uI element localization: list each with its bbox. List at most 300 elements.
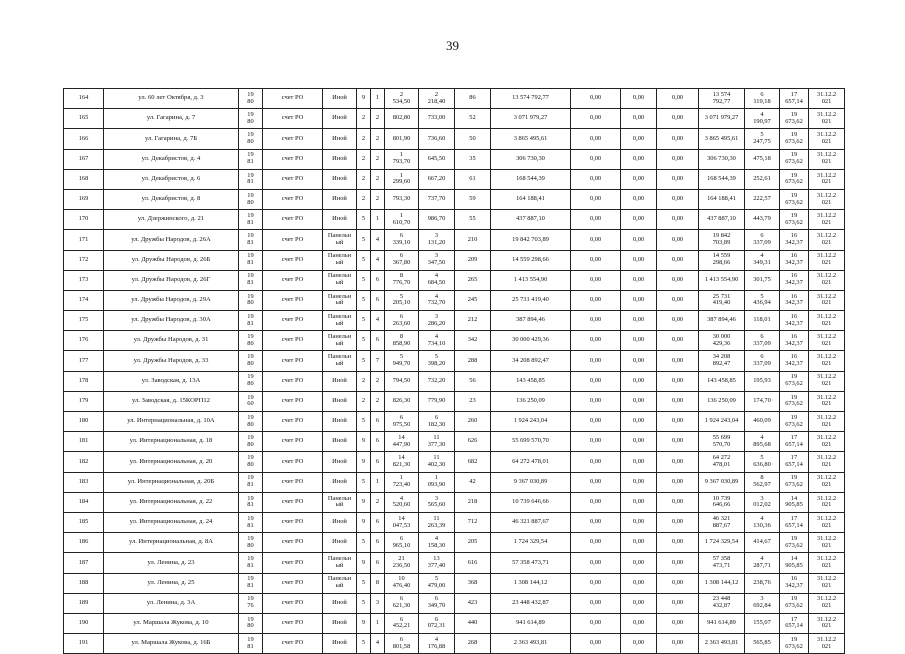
cell-year-built: 19 81 xyxy=(239,270,263,290)
cell-row-number: 180 xyxy=(64,412,104,432)
table-body xyxy=(64,89,845,654)
cell-floors: 5 xyxy=(357,311,371,331)
cell-wall-material: Иной xyxy=(323,129,357,149)
cell-living-area: 6 072,31 xyxy=(419,613,455,633)
cell-year-built: 19 80 xyxy=(239,432,263,452)
cell-limit-cost-per-sqm: 19 673,62 xyxy=(780,472,809,492)
cell-cost-regional: 0,00 xyxy=(621,613,657,633)
cell-fund-method: счет РО xyxy=(263,89,323,109)
cell-cost-federal: 0,00 xyxy=(571,109,621,129)
cell-cost-owners: 136 250,09 xyxy=(699,391,745,411)
cell-address: ул. Маршала Жукова, д. 10 xyxy=(104,613,239,633)
cell-limit-cost-per-sqm: 19 673,62 xyxy=(780,391,809,411)
cell-fund-method: счет РО xyxy=(263,149,323,169)
cell-living-area: 11 402,30 xyxy=(419,452,455,472)
cell-living-area: 11 263,39 xyxy=(419,512,455,532)
cell-total-cost: 164 188,41 xyxy=(491,189,571,209)
cell-total-cost: 19 842 703,89 xyxy=(491,230,571,250)
cell-cost-regional: 0,00 xyxy=(621,290,657,310)
cell-address: ул. Дружбы Народов, д. 29А xyxy=(104,290,239,310)
cell-total-cost: 437 887,10 xyxy=(491,210,571,230)
cell-cost-local: 0,00 xyxy=(657,553,699,573)
cell-row-number: 170 xyxy=(64,210,104,230)
housing-table-wrapper xyxy=(63,88,844,654)
cell-row-number: 165 xyxy=(64,109,104,129)
cell-year-built: 19 81 xyxy=(239,169,263,189)
cell-wall-material: Панельн ый xyxy=(323,270,357,290)
table-row xyxy=(64,533,845,553)
cell-living-area: 11 377,30 xyxy=(419,432,455,452)
cell-entrances: 6 xyxy=(371,270,385,290)
cell-deadline: 31.12.2 021 xyxy=(809,331,845,351)
cell-fund-method: счет РО xyxy=(263,311,323,331)
cell-cost-local: 0,00 xyxy=(657,311,699,331)
cell-cost-local: 0,00 xyxy=(657,331,699,351)
cell-year-built: 19 80 xyxy=(239,189,263,209)
cell-floors: 9 xyxy=(357,492,371,512)
cell-row-number: 174 xyxy=(64,290,104,310)
cell-deadline: 31.12.2 021 xyxy=(809,210,845,230)
cell-cost-regional: 0,00 xyxy=(621,210,657,230)
cell-living-area: 737,70 xyxy=(419,189,455,209)
cell-cost-local: 0,00 xyxy=(657,109,699,129)
cell-wall-material: Панельн ый xyxy=(323,553,357,573)
cell-total-cost: 143 458,85 xyxy=(491,371,571,391)
cell-address: ул. Декабристов, д. 6 xyxy=(104,169,239,189)
cell-deadline: 31.12.2 021 xyxy=(809,391,845,411)
cell-cost-regional: 0,00 xyxy=(621,593,657,613)
cell-year-built: 19 81 xyxy=(239,250,263,270)
cell-entrances: 4 xyxy=(371,634,385,654)
cell-cost-owners: 13 574 792,77 xyxy=(699,89,745,109)
cell-cost-owners: 164 188,41 xyxy=(699,189,745,209)
cell-fund-method: счет РО xyxy=(263,593,323,613)
cell-living-area: 3 565,60 xyxy=(419,492,455,512)
cell-cost-owners: 168 544,39 xyxy=(699,169,745,189)
cell-living-area: 13 377,40 xyxy=(419,553,455,573)
cell-fund-method: счет РО xyxy=(263,432,323,452)
cell-cost-regional: 0,00 xyxy=(621,472,657,492)
cell-fund-method: счет РО xyxy=(263,492,323,512)
cell-cost-owners: 387 894,46 xyxy=(699,311,745,331)
cell-fund-method: счет РО xyxy=(263,290,323,310)
cell-wall-material: Панельн ый xyxy=(323,230,357,250)
cell-year-built: 19 80 xyxy=(239,331,263,351)
cell-floors: 2 xyxy=(357,391,371,411)
cell-cost-per-sqm: 5 636,80 xyxy=(745,452,780,472)
cell-year-built: 19 80 xyxy=(239,371,263,391)
cell-cost-per-sqm: 252,61 xyxy=(745,169,780,189)
cell-total-cost: 1 924 243,04 xyxy=(491,412,571,432)
cell-total-area: 802,80 xyxy=(385,109,419,129)
cell-fund-method: счет РО xyxy=(263,189,323,209)
table-row xyxy=(64,391,845,411)
cell-wall-material: Иной xyxy=(323,533,357,553)
cell-cost-federal: 0,00 xyxy=(571,149,621,169)
cell-living-area: 2 218,40 xyxy=(419,89,455,109)
cell-wall-material: Панельн ый xyxy=(323,331,357,351)
cell-total-area: 14 047,53 xyxy=(385,512,419,532)
cell-residents: 35 xyxy=(455,149,491,169)
cell-row-number: 187 xyxy=(64,553,104,573)
cell-living-area: 4 176,88 xyxy=(419,634,455,654)
table-row xyxy=(64,553,845,573)
cell-fund-method: счет РО xyxy=(263,371,323,391)
cell-year-built: 19 81 xyxy=(239,230,263,250)
cell-cost-per-sqm: 6 337,09 xyxy=(745,331,780,351)
cell-cost-owners: 34 208 892,47 xyxy=(699,351,745,371)
cell-wall-material: Панельн ый xyxy=(323,290,357,310)
cell-deadline: 31.12.2 021 xyxy=(809,230,845,250)
cell-cost-local: 0,00 xyxy=(657,472,699,492)
cell-year-built: 19 80 xyxy=(239,290,263,310)
cell-residents: 682 xyxy=(455,452,491,472)
cell-entrances: 1 xyxy=(371,210,385,230)
cell-address: ул. Заводская, д. 13А xyxy=(104,371,239,391)
cell-cost-owners: 57 358 473,71 xyxy=(699,553,745,573)
cell-fund-method: счет РО xyxy=(263,109,323,129)
cell-cost-local: 0,00 xyxy=(657,412,699,432)
cell-year-built: 19 81 xyxy=(239,553,263,573)
table-row xyxy=(64,109,845,129)
cell-total-cost: 10 739 646,66 xyxy=(491,492,571,512)
cell-total-area: 793,30 xyxy=(385,189,419,209)
cell-cost-local: 0,00 xyxy=(657,452,699,472)
table-row xyxy=(64,452,845,472)
cell-cost-federal: 0,00 xyxy=(571,472,621,492)
cell-deadline: 31.12.2 021 xyxy=(809,553,845,573)
cell-floors: 2 xyxy=(357,109,371,129)
cell-year-built: 19 80 xyxy=(239,351,263,371)
cell-cost-federal: 0,00 xyxy=(571,290,621,310)
cell-cost-local: 0,00 xyxy=(657,189,699,209)
cell-floors: 5 xyxy=(357,230,371,250)
cell-living-area: 3 131,20 xyxy=(419,230,455,250)
cell-residents: 440 xyxy=(455,613,491,633)
cell-cost-federal: 0,00 xyxy=(571,351,621,371)
cell-cost-federal: 0,00 xyxy=(571,230,621,250)
cell-limit-cost-per-sqm: 16 342,37 xyxy=(780,250,809,270)
cell-cost-per-sqm: 3 692,84 xyxy=(745,593,780,613)
cell-deadline: 31.12.2 021 xyxy=(809,472,845,492)
cell-residents: 423 xyxy=(455,593,491,613)
cell-cost-local: 0,00 xyxy=(657,593,699,613)
cell-fund-method: счет РО xyxy=(263,391,323,411)
cell-cost-per-sqm: 6 337,09 xyxy=(745,230,780,250)
cell-cost-local: 0,00 xyxy=(657,533,699,553)
cell-cost-owners: 30 000 429,36 xyxy=(699,331,745,351)
cell-cost-federal: 0,00 xyxy=(571,613,621,633)
cell-limit-cost-per-sqm: 19 673,62 xyxy=(780,412,809,432)
cell-total-area: 2 534,50 xyxy=(385,89,419,109)
table-row xyxy=(64,573,845,593)
cell-floors: 5 xyxy=(357,472,371,492)
cell-residents: 42 xyxy=(455,472,491,492)
cell-floors: 9 xyxy=(357,89,371,109)
cell-residents: 342 xyxy=(455,331,491,351)
cell-year-built: 19 80 xyxy=(239,109,263,129)
cell-wall-material: Иной xyxy=(323,149,357,169)
cell-wall-material: Иной xyxy=(323,210,357,230)
cell-cost-owners: 2 363 493,81 xyxy=(699,634,745,654)
cell-cost-regional: 0,00 xyxy=(621,553,657,573)
cell-fund-method: счет РО xyxy=(263,553,323,573)
cell-cost-local: 0,00 xyxy=(657,371,699,391)
cell-entrances: 6 xyxy=(371,412,385,432)
cell-cost-federal: 0,00 xyxy=(571,634,621,654)
cell-cost-local: 0,00 xyxy=(657,250,699,270)
cell-total-area: 21 236,50 xyxy=(385,553,419,573)
cell-total-cost: 3 865 495,61 xyxy=(491,129,571,149)
cell-row-number: 184 xyxy=(64,492,104,512)
cell-year-built: 19 81 xyxy=(239,492,263,512)
cell-residents: 59 xyxy=(455,189,491,209)
cell-total-area: 5 205,10 xyxy=(385,290,419,310)
cell-wall-material: Панельн ый xyxy=(323,573,357,593)
cell-cost-per-sqm: 5 247,75 xyxy=(745,129,780,149)
cell-deadline: 31.12.2 021 xyxy=(809,169,845,189)
cell-cost-federal: 0,00 xyxy=(571,452,621,472)
table-row xyxy=(64,250,845,270)
cell-floors: 2 xyxy=(357,189,371,209)
cell-residents: 626 xyxy=(455,432,491,452)
cell-limit-cost-per-sqm: 16 342,37 xyxy=(780,331,809,351)
cell-row-number: 169 xyxy=(64,189,104,209)
table-row xyxy=(64,412,845,432)
cell-year-built: 19 81 xyxy=(239,149,263,169)
cell-total-area: 1 299,60 xyxy=(385,169,419,189)
cell-floors: 5 xyxy=(357,593,371,613)
cell-living-area: 779,90 xyxy=(419,391,455,411)
cell-cost-federal: 0,00 xyxy=(571,412,621,432)
cell-limit-cost-per-sqm: 19 673,62 xyxy=(780,593,809,613)
cell-wall-material: Панельн ый xyxy=(323,250,357,270)
cell-limit-cost-per-sqm: 17 657,14 xyxy=(780,432,809,452)
cell-cost-owners: 19 842 703,89 xyxy=(699,230,745,250)
cell-residents: 55 xyxy=(455,210,491,230)
cell-floors: 9 xyxy=(357,452,371,472)
cell-fund-method: счет РО xyxy=(263,331,323,351)
cell-cost-owners: 3 071 979,27 xyxy=(699,109,745,129)
cell-total-cost: 55 699 570,70 xyxy=(491,432,571,452)
cell-total-area: 4 520,60 xyxy=(385,492,419,512)
cell-total-area: 1 793,70 xyxy=(385,149,419,169)
cell-limit-cost-per-sqm: 19 673,62 xyxy=(780,634,809,654)
table-row xyxy=(64,432,845,452)
cell-residents: 50 xyxy=(455,129,491,149)
cell-year-built: 19 81 xyxy=(239,512,263,532)
cell-cost-owners: 64 272 478,01 xyxy=(699,452,745,472)
cell-living-area: 6 349,70 xyxy=(419,593,455,613)
cell-cost-federal: 0,00 xyxy=(571,533,621,553)
cell-total-cost: 23 448 432,87 xyxy=(491,593,571,613)
cell-row-number: 176 xyxy=(64,331,104,351)
cell-cost-owners: 3 865 495,61 xyxy=(699,129,745,149)
cell-cost-per-sqm: 6 337,09 xyxy=(745,351,780,371)
cell-living-area: 3 286,20 xyxy=(419,311,455,331)
cell-address: ул. Декабристов, д. 8 xyxy=(104,189,239,209)
cell-deadline: 31.12.2 021 xyxy=(809,149,845,169)
cell-floors: 9 xyxy=(357,432,371,452)
cell-residents: 86 xyxy=(455,89,491,109)
cell-cost-federal: 0,00 xyxy=(571,270,621,290)
cell-entrances: 2 xyxy=(371,189,385,209)
cell-residents: 52 xyxy=(455,109,491,129)
page-number: 39 xyxy=(446,38,459,53)
cell-residents: 23 xyxy=(455,391,491,411)
cell-entrances: 6 xyxy=(371,533,385,553)
cell-cost-local: 0,00 xyxy=(657,613,699,633)
cell-cost-owners: 437 887,10 xyxy=(699,210,745,230)
cell-fund-method: счет РО xyxy=(263,412,323,432)
cell-cost-federal: 0,00 xyxy=(571,189,621,209)
cell-address: ул. Декабристов, д. 4 xyxy=(104,149,239,169)
cell-cost-owners: 941 614,89 xyxy=(699,613,745,633)
cell-fund-method: счет РО xyxy=(263,129,323,149)
cell-living-area: 4 158,30 xyxy=(419,533,455,553)
table-row xyxy=(64,351,845,371)
cell-total-cost: 168 544,39 xyxy=(491,169,571,189)
cell-living-area: 4 684,50 xyxy=(419,270,455,290)
cell-cost-local: 0,00 xyxy=(657,129,699,149)
cell-wall-material: Иной xyxy=(323,613,357,633)
cell-year-built: 19 81 xyxy=(239,634,263,654)
cell-total-cost: 34 208 892,47 xyxy=(491,351,571,371)
cell-entrances: 4 xyxy=(371,311,385,331)
cell-wall-material: Иной xyxy=(323,169,357,189)
cell-cost-per-sqm: 460,09 xyxy=(745,412,780,432)
cell-fund-method: счет РО xyxy=(263,351,323,371)
cell-entrances: 2 xyxy=(371,129,385,149)
cell-deadline: 31.12.2 021 xyxy=(809,189,845,209)
cell-living-area: 732,20 xyxy=(419,371,455,391)
table-row xyxy=(64,149,845,169)
cell-cost-federal: 0,00 xyxy=(571,553,621,573)
cell-cost-regional: 0,00 xyxy=(621,230,657,250)
cell-cost-per-sqm: 414,67 xyxy=(745,533,780,553)
cell-total-cost: 57 358 473,71 xyxy=(491,553,571,573)
cell-total-cost: 1 308 144,12 xyxy=(491,573,571,593)
cell-wall-material: Иной xyxy=(323,391,357,411)
cell-cost-per-sqm: 4 895,68 xyxy=(745,432,780,452)
cell-cost-regional: 0,00 xyxy=(621,573,657,593)
cell-address: ул. Дружбы Народов, д. 30А xyxy=(104,311,239,331)
cell-wall-material: Панельн ый xyxy=(323,492,357,512)
cell-address: ул. Интернациональная, д. 8А xyxy=(104,533,239,553)
cell-address: ул. Гагарина, д. 7Б xyxy=(104,129,239,149)
table-row xyxy=(64,210,845,230)
cell-cost-local: 0,00 xyxy=(657,391,699,411)
cell-entrances: 2 xyxy=(371,149,385,169)
cell-cost-local: 0,00 xyxy=(657,270,699,290)
cell-address: ул. Маршала Жукова, д. 16Б xyxy=(104,634,239,654)
cell-address: ул. Интернациональная, д. 20Б xyxy=(104,472,239,492)
cell-total-area: 6 965,10 xyxy=(385,533,419,553)
cell-fund-method: счет РО xyxy=(263,169,323,189)
cell-cost-regional: 0,00 xyxy=(621,452,657,472)
cell-year-built: 19 81 xyxy=(239,472,263,492)
table-row xyxy=(64,169,845,189)
cell-row-number: 188 xyxy=(64,573,104,593)
cell-wall-material: Иной xyxy=(323,371,357,391)
cell-living-area: 1 093,90 xyxy=(419,472,455,492)
cell-year-built: 19 80 xyxy=(239,412,263,432)
cell-residents: 210 xyxy=(455,230,491,250)
cell-cost-owners: 143 458,85 xyxy=(699,371,745,391)
cell-cost-federal: 0,00 xyxy=(571,573,621,593)
table-row xyxy=(64,290,845,310)
cell-total-cost: 3 071 979,27 xyxy=(491,109,571,129)
cell-address: ул. Ленина, д. 25 xyxy=(104,573,239,593)
cell-row-number: 179 xyxy=(64,391,104,411)
cell-deadline: 31.12.2 021 xyxy=(809,250,845,270)
cell-wall-material: Панельн ый xyxy=(323,311,357,331)
cell-year-built: 19 81 xyxy=(239,210,263,230)
cell-deadline: 31.12.2 021 xyxy=(809,311,845,331)
table-row xyxy=(64,472,845,492)
cell-address: ул. Дружбы Народов, д. 33 xyxy=(104,351,239,371)
cell-limit-cost-per-sqm: 17 657,14 xyxy=(780,613,809,633)
cell-row-number: 177 xyxy=(64,351,104,371)
cell-address: ул. 60 лет Октября, д. 3 xyxy=(104,89,239,109)
cell-row-number: 189 xyxy=(64,593,104,613)
cell-entrances: 2 xyxy=(371,371,385,391)
cell-entrances: 1 xyxy=(371,613,385,633)
cell-residents: 218 xyxy=(455,492,491,512)
cell-cost-regional: 0,00 xyxy=(621,169,657,189)
cell-cost-federal: 0,00 xyxy=(571,512,621,532)
cell-residents: 245 xyxy=(455,290,491,310)
cell-total-cost: 13 574 792,77 xyxy=(491,89,571,109)
cell-cost-owners: 46 321 887,67 xyxy=(699,512,745,532)
cell-residents: 265 xyxy=(455,270,491,290)
cell-floors: 5 xyxy=(357,533,371,553)
cell-total-area: 8 776,70 xyxy=(385,270,419,290)
cell-cost-regional: 0,00 xyxy=(621,189,657,209)
cell-total-area: 1 723,40 xyxy=(385,472,419,492)
cell-wall-material: Панельн ый xyxy=(323,351,357,371)
cell-cost-federal: 0,00 xyxy=(571,129,621,149)
cell-cost-owners: 25 731 419,40 xyxy=(699,290,745,310)
cell-year-built: 19 80 xyxy=(239,613,263,633)
cell-row-number: 183 xyxy=(64,472,104,492)
table-row xyxy=(64,492,845,512)
cell-cost-per-sqm: 195,93 xyxy=(745,371,780,391)
cell-living-area: 4 732,70 xyxy=(419,290,455,310)
cell-cost-regional: 0,00 xyxy=(621,351,657,371)
cell-limit-cost-per-sqm: 19 673,62 xyxy=(780,149,809,169)
cell-year-built: 19 81 xyxy=(239,311,263,331)
cell-cost-owners: 306 730,30 xyxy=(699,149,745,169)
cell-total-cost: 387 894,46 xyxy=(491,311,571,331)
cell-cost-local: 0,00 xyxy=(657,634,699,654)
cell-living-area: 6 182,30 xyxy=(419,412,455,432)
cell-total-area: 801,90 xyxy=(385,129,419,149)
cell-wall-material: Иной xyxy=(323,89,357,109)
cell-cost-regional: 0,00 xyxy=(621,371,657,391)
cell-floors: 2 xyxy=(357,149,371,169)
cell-cost-local: 0,00 xyxy=(657,290,699,310)
cell-total-area: 6 801,58 xyxy=(385,634,419,654)
cell-floors: 5 xyxy=(357,573,371,593)
cell-deadline: 31.12.2 021 xyxy=(809,371,845,391)
cell-entrances: 6 xyxy=(371,432,385,452)
cell-year-built: 19 80 xyxy=(239,533,263,553)
cell-row-number: 175 xyxy=(64,311,104,331)
cell-cost-federal: 0,00 xyxy=(571,89,621,109)
cell-cost-regional: 0,00 xyxy=(621,512,657,532)
cell-cost-per-sqm: 118,01 xyxy=(745,311,780,331)
